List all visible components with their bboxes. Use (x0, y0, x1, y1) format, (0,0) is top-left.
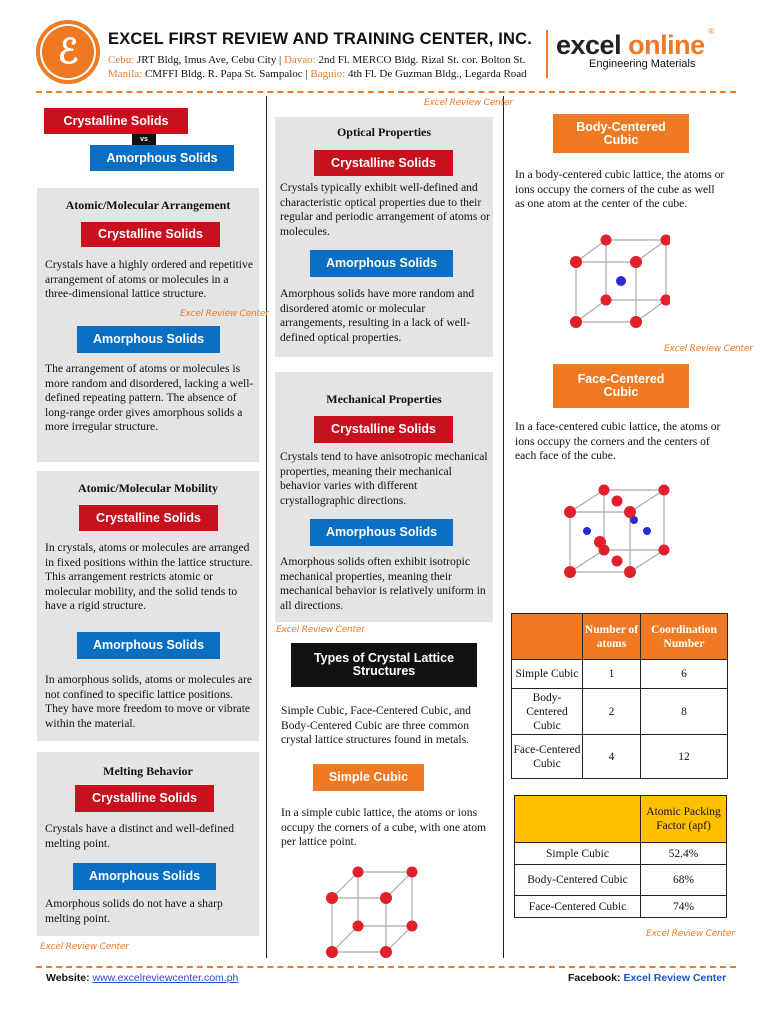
crystalline-text: In crystals, atoms or molecules are arranged in fixed positions within the lattice structure. This arrangement restricts atomic or molecular mobility, and the solid tends to have a rigid structure. (45, 541, 253, 613)
brand-logo (556, 27, 714, 61)
column-divider (266, 96, 267, 958)
table-cell: 6 (641, 660, 728, 689)
atom-corner (326, 946, 338, 958)
watermark: Excel Review Center (646, 929, 735, 939)
brand-part-1: excel (556, 30, 622, 60)
brand-registered: ® (708, 27, 714, 36)
amorphous-badge: Amorphous Solids (77, 326, 220, 353)
fcc-diagram (560, 478, 670, 586)
address-label: Cebu: (108, 54, 135, 66)
title-crystalline-badge: Crystalline Solids (44, 108, 188, 134)
amorphous-badge: Amorphous Solids (73, 863, 216, 890)
atom-corner (624, 566, 636, 578)
amorphous-text: In amorphous solids, atoms or molecules are not confined to specific lattice positions. They have more freedom to move or vibrate within the material. (45, 673, 253, 730)
table-row (515, 843, 727, 865)
mobility-panel (37, 471, 259, 741)
address-label: Manila: (108, 68, 143, 80)
amorphous-badge: Amorphous Solids (310, 519, 453, 546)
table-cell: Body-Centered Cubic (515, 865, 641, 896)
crystalline-text: Crystals have a highly ordered and repetitive arrangement of atoms or molecules in a three-dimensional lattice structure. (45, 258, 253, 301)
lattice-edge (570, 550, 604, 572)
panel-title: Melting Behavior (103, 764, 193, 778)
badge-line: Cubic (603, 385, 639, 399)
excel-logo-seal (36, 20, 100, 84)
address-line-1 (108, 54, 525, 66)
table-cell: Face-Centered Cubic (515, 896, 641, 918)
simple-cubic-text: In a simple cubic lattice, the atoms or ions occupy the corners of a cube, with one atom per lattice point. (281, 806, 487, 849)
optical-panel (275, 117, 493, 357)
brand-part-2: online (628, 30, 705, 60)
atom-corner (353, 867, 364, 878)
melting-panel (37, 752, 259, 936)
vs-badge: vs (132, 134, 156, 145)
table-row (512, 689, 728, 735)
table-header: Atomic Packing Factor (apf) (641, 796, 727, 843)
watermark: Excel Review Center (424, 98, 513, 108)
address-line-2 (108, 68, 527, 80)
crystalline-text: Crystals have a distinct and well-defined melting point. (45, 822, 234, 850)
atom-corner (659, 545, 670, 556)
simple-cubic-diagram (322, 858, 424, 958)
atom-corner (612, 556, 623, 567)
panel-title: Optical Properties (336, 125, 432, 139)
facebook-link[interactable]: Excel Review Center (623, 972, 727, 984)
table-row (512, 735, 728, 779)
atom-corner (380, 946, 392, 958)
address-label: Davao: (283, 54, 316, 66)
atom-corner (326, 892, 338, 904)
crystalline-badge: Crystalline Solids (314, 150, 453, 176)
amorphous-text: Amorphous solids often exhibit isotropic mechanical properties, meaning their mechanical behavior is relatively uniform in all directions. (280, 555, 486, 612)
amorphous-text: The arrangement of atoms or molecules is more random and disordered, lacking a well-defined repeating pattern. The absence of long-range order gives amorphous solids a more irregular structure. (45, 362, 254, 434)
mechanical-panel (275, 372, 493, 622)
atom-corner (630, 256, 642, 268)
amorphous-badge: Amorphous Solids (77, 632, 220, 659)
atom-corner (570, 256, 582, 268)
bcc-diagram (564, 230, 670, 336)
footer-website (46, 972, 238, 984)
footer-facebook (568, 972, 726, 984)
address-text: 4th Fl. De Guzman Bldg., Legarda Road (345, 68, 527, 80)
table-cell: Simple Cubic (512, 660, 583, 689)
fcc-badge (553, 364, 689, 408)
atom-corner (661, 295, 671, 306)
atom-corner (407, 921, 418, 932)
website-label: Website: (46, 972, 90, 984)
page-title: EXCEL FIRST REVIEW AND TRAINING CENTER, INC. (108, 30, 533, 48)
table-cell: 4 (583, 735, 641, 779)
title-amorphous-badge: Amorphous Solids (90, 145, 234, 171)
header-separator (36, 91, 736, 93)
atom-corner (624, 506, 636, 518)
amorphous-text: Amorphous solids have more random and disordered atomic or molecular arrangements, resulting in a lack of well-defined optical properties. (280, 287, 475, 344)
atom-corner (564, 566, 576, 578)
amorphous-badge: Amorphous Solids (310, 250, 453, 277)
table-header (512, 614, 583, 660)
header-divider (546, 30, 548, 78)
crystalline-badge: Crystalline Solids (75, 785, 214, 812)
table-cell: 52.4% (641, 843, 727, 865)
panel-title: Atomic/Molecular Mobility (77, 481, 219, 495)
brand-subtitle: Engineering Materials (589, 58, 696, 70)
atom-corner (612, 496, 623, 507)
crystalline-text: Crystals typically exhibit well-defined and characteristic optical properties due to their regular and periodic arrangement of atoms or molecules. (280, 181, 490, 238)
table-cell: 12 (641, 735, 728, 779)
badge-line: Face-Centered (577, 372, 665, 386)
atom-corner (601, 295, 612, 306)
watermark: Excel Review Center (664, 344, 753, 354)
column-divider (503, 96, 504, 958)
table-header: Number of atoms (583, 614, 641, 660)
badge-line: Cubic (603, 132, 639, 147)
table-row (515, 896, 727, 918)
address-text: CMFFI Bldg. R. Papa St. Sampaloc | (142, 68, 311, 80)
table-cell: Simple Cubic (515, 843, 641, 865)
table-row (512, 660, 728, 689)
crystalline-badge: Crystalline Solids (314, 416, 453, 443)
fcc-text: In a face-centered cubic lattice, the atoms or ions occupy the corners and the centers of each face of the cube. (515, 420, 721, 463)
atom-center (643, 527, 651, 535)
atom-corner (353, 921, 364, 932)
atom-corner (564, 506, 576, 518)
amorphous-text: Amorphous solids do not have a sharp melting point. (45, 897, 223, 925)
lattice-intro-text: Simple Cubic, Face-Centered Cubic, and Body-Centered Cubic are three common crystal lattice structures found in metals. (281, 704, 471, 747)
panel-title: Atomic/Molecular Arrangement (65, 198, 231, 212)
table-cell: Body-Centered Cubic (512, 689, 583, 735)
table-cell: 1 (583, 660, 641, 689)
table-cell: Face-Centered Cubic (512, 735, 583, 779)
table-cell: 8 (641, 689, 728, 735)
bcc-badge (553, 114, 689, 153)
watermark: Excel Review Center (276, 625, 365, 635)
atom-center (583, 527, 591, 535)
lattice-edge (570, 490, 604, 512)
crystalline-text: Crystals tend to have anisotropic mechanical properties, meaning their mechanical behavior varies with different crystallographic directions. (280, 450, 488, 507)
address-text: JRT Bldg, Imus Ave, Cebu City | (134, 54, 284, 66)
atom-corner (594, 536, 606, 548)
logo-mark: ℰ (57, 32, 79, 72)
atom-corner (407, 867, 418, 878)
lattice-types-banner (291, 643, 477, 687)
address-text: 2nd Fl. MERCO Bldg. Rizal St. cor. Bolton St. (315, 54, 526, 66)
atom-corner (630, 316, 642, 328)
banner-line: Structures (352, 664, 416, 678)
table-cell: 74% (641, 896, 727, 918)
atom-corner (601, 235, 612, 246)
crystalline-badge: Crystalline Solids (79, 505, 218, 531)
atom-corner (659, 485, 670, 496)
footer-separator (36, 966, 736, 968)
simple-cubic-badge: Simple Cubic (313, 764, 424, 791)
atom-corner (380, 892, 392, 904)
address-label: Baguio: (310, 68, 346, 80)
table-header: Coordination Number (641, 614, 728, 660)
atom-corner (599, 485, 610, 496)
table-row (515, 865, 727, 896)
atom-center (616, 276, 626, 286)
table-header (515, 796, 641, 843)
table-header-row (515, 796, 727, 843)
table-cell: 2 (583, 689, 641, 735)
watermark: Excel Review Center (180, 309, 269, 319)
atoms-coordination-table (511, 613, 728, 779)
atom-corner (570, 316, 582, 328)
arrangement-panel (37, 188, 269, 462)
bcc-text: In a body-centered cubic lattice, the atoms or ions occupy the corners of the cube as well as one atom at the center of the cube. (515, 168, 725, 211)
facebook-label: Facebook: (568, 972, 621, 984)
lattice-edge (630, 490, 664, 512)
table-header-row (512, 614, 728, 660)
crystalline-badge: Crystalline Solids (81, 222, 220, 247)
table-cell: 68% (641, 865, 727, 896)
watermark: Excel Review Center (40, 942, 129, 952)
badge-line: Body-Centered (576, 119, 666, 134)
atom-corner (661, 235, 671, 246)
lattice-edge (630, 550, 664, 572)
banner-line: Types of Crystal Lattice (313, 651, 455, 665)
website-link[interactable]: www.excelreviewcenter.com.ph (92, 972, 239, 984)
panel-title: Mechanical Properties (326, 392, 442, 406)
packing-factor-table (514, 795, 727, 918)
